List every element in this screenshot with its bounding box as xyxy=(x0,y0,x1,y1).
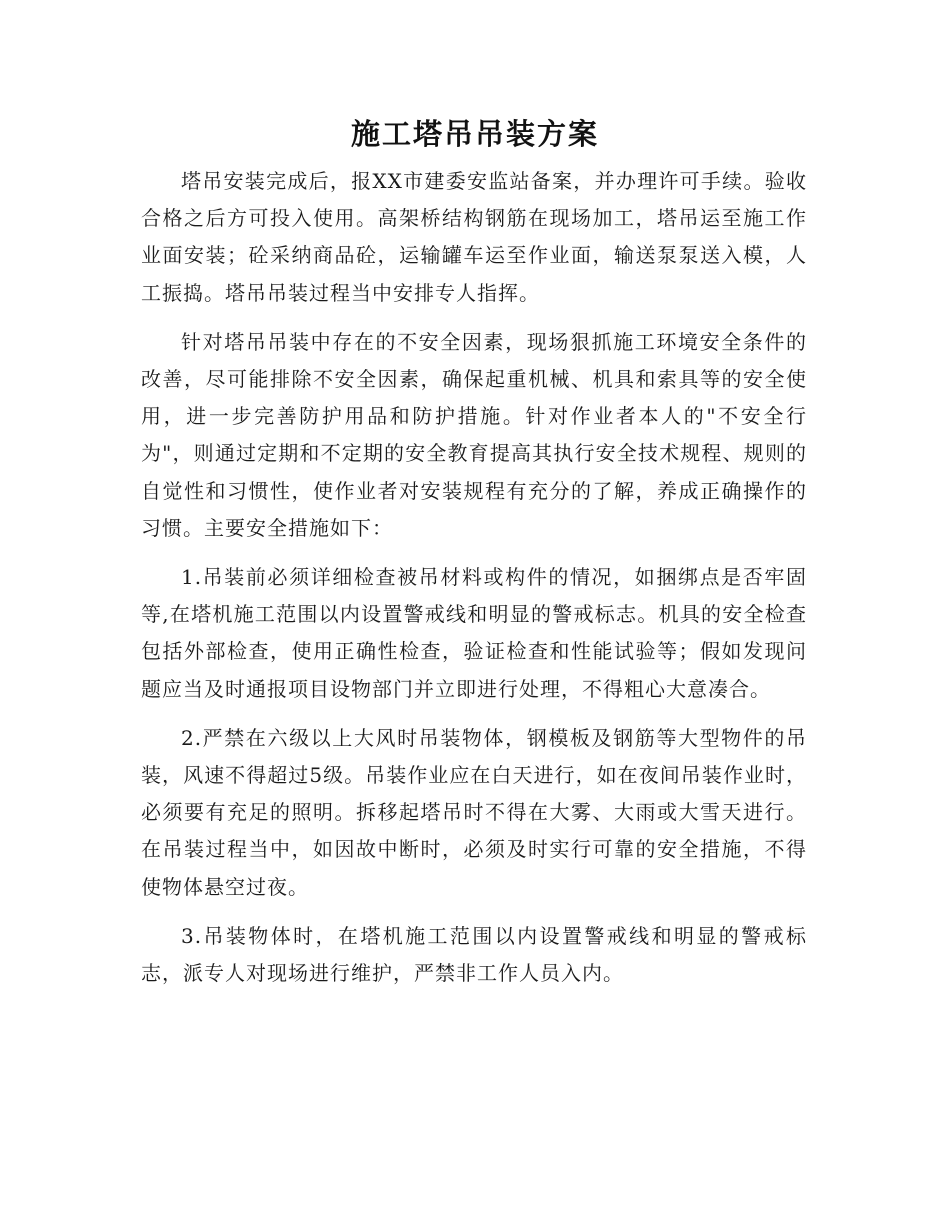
paragraph-safety-overview: 针对塔吊吊装中存在的不安全因素，现场狠抓施工环境安全条件的改善，尽可能排除不安全因素，确保起重机械、机具和索具等的安全使用，进一步完善防护用品和防护措施。针对作业者本人的"不安全行为"，则通过定期和不定期的安全教育提高其执行安全技术规程、规则的自觉性和习惯性，使作业者对安装规程有充分的了解，养成正确操作的习惯。主要安全措施如下： xyxy=(141,329,807,540)
paragraph-measure-2: 2.严禁在六级以上大风时吊装物体，钢模板及钢筋等大型物件的吊装，风速不得超过5级。吊装作业应在白天进行，如在夜间吊装作业时，必须要有充足的照明。拆移起塔吊时不得在大雾、大雨或大雪天进行。在吊装过程当中，如因故中断时，必须及时实行可靠的安全措施，不得使物体悬空过夜。 xyxy=(141,725,807,899)
document-body xyxy=(141,163,807,1004)
paragraph-intro: 塔吊安装完成后，报XX市建委安监站备案，并办理许可手续。验收合格之后方可投入使用。高架桥结构钢筋在现场加工，塔吊运至施工作业面安装；砼采纳商品砼，运输罐车运至作业面，输送泵泵送入模，人工振捣。塔吊吊装过程当中安排专人指挥。 xyxy=(141,169,807,305)
document-title: 施工塔吊吊装方案 xyxy=(350,117,599,151)
paragraph-measure-3: 3.吊装物体时，在塔机施工范围以内设置警戒线和明显的警戒标志，派专人对现场进行维护，严禁非工作人员入内。 xyxy=(141,923,807,986)
paragraph-measure-1: 1.吊装前必须详细检查被吊材料或构件的情况，如捆绑点是否牢固等,在塔机施工范围以内设置警戒线和明显的警戒标志。机具的安全检查包括外部检查，使用正确性检查，验证检查和性能试验等；假如发现问题应当及时通报项目设物部门并立即进行处理，不得粗心大意凑合。 xyxy=(141,565,807,701)
